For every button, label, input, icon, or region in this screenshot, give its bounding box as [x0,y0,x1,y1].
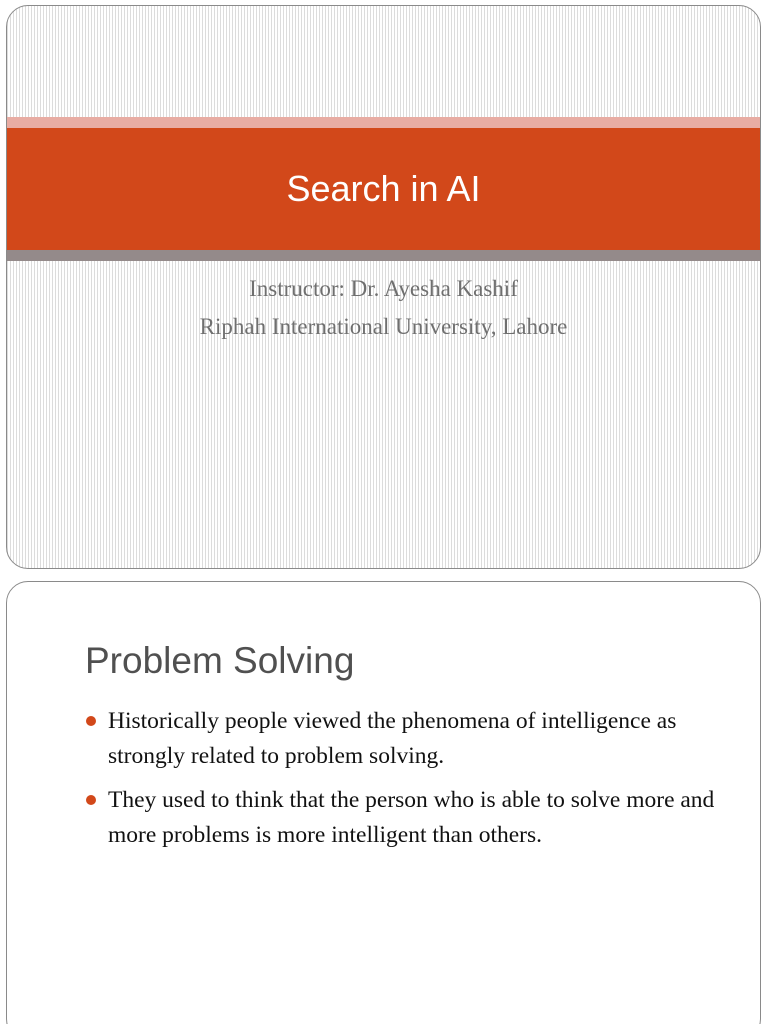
subtitle-university: Riphah International University, Lahore [199,314,568,339]
bullet-dot-icon [86,716,96,726]
slide-heading: Problem Solving [85,640,355,681]
title-band-top-accent [7,117,760,128]
bullet-list [83,704,723,862]
content-slide [6,581,761,1024]
list-item [83,783,723,853]
title-band-bottom-accent [7,250,760,261]
title-slide [6,5,761,569]
slide-title: Search in AI [286,168,481,209]
bullet-dot-icon [86,795,96,805]
list-item [83,704,723,774]
subtitle-instructor: Instructor: Dr. Ayesha Kashif [249,276,518,301]
bullet-text: They used to think that the person who is able to solve more and more problems is more intelligent than others. [108,787,715,848]
bullet-text: Historically people viewed the phenomena of intelligence as strongly related to problem solving. [108,708,677,769]
